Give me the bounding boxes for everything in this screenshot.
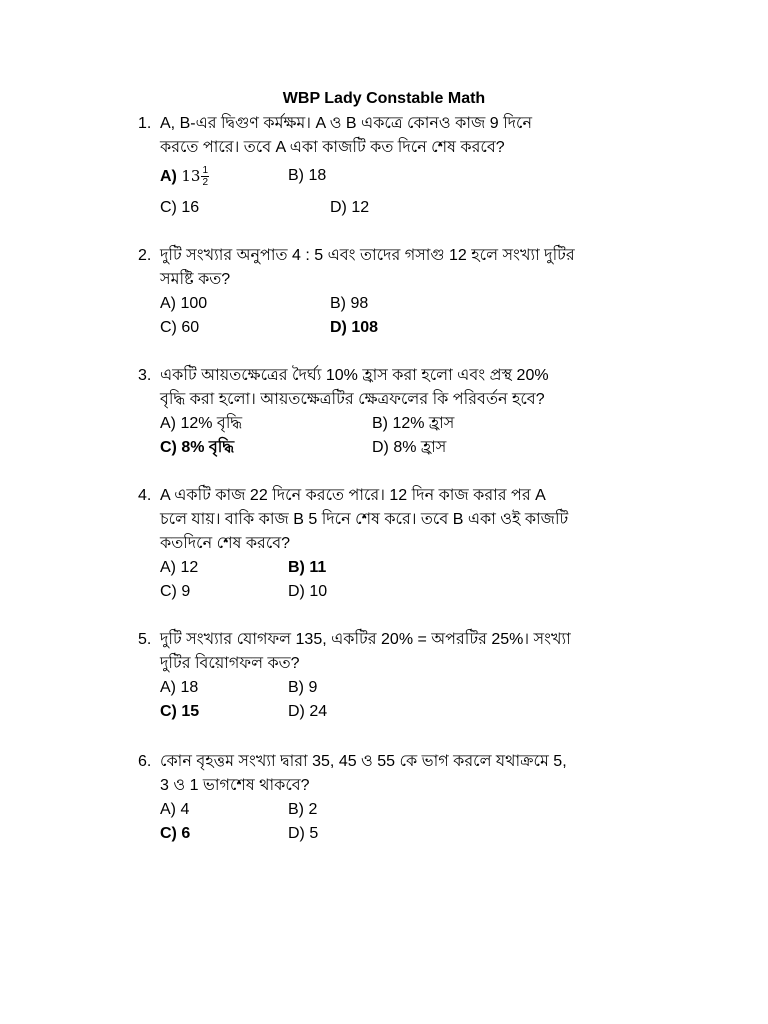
question-number: 2.: [138, 247, 152, 264]
options-row: [138, 676, 658, 700]
question-line: করতে পারে। তবে A একা কাজটি কত দিনে শেষ করবে?: [160, 139, 505, 156]
option-d: D) 5: [288, 825, 319, 842]
options-row: [138, 798, 658, 822]
options-row: [138, 316, 658, 340]
question-line: দুটির বিয়োগফল কত?: [160, 655, 300, 672]
question-2: [138, 244, 658, 340]
question-text: [138, 364, 658, 412]
options-row: [138, 164, 658, 188]
question-number: 6.: [138, 753, 152, 770]
option-c: C) 6: [160, 825, 191, 842]
question-number: 4.: [138, 487, 152, 504]
option-c: C) 15: [160, 703, 200, 720]
option-b: B) 11: [288, 559, 327, 576]
options-row: [138, 700, 658, 724]
option-b: B) 18: [288, 167, 327, 184]
question-6: [138, 750, 658, 846]
option-a: A) 18: [160, 679, 199, 696]
option-c: C) 60: [160, 319, 200, 336]
option-a: A) 12: [160, 559, 199, 576]
options-row: [138, 412, 658, 436]
fraction-denominator: 2: [202, 177, 208, 189]
question-line: কোন বৃহত্তম সংখ্যা দ্বারা 35, 45 ও 55 কে ভাগ করলে যথাক্রমে 5,: [160, 753, 567, 770]
option-d: D) 24: [288, 703, 328, 720]
question-line: দুটি সংখ্যার অনুপাত 4 : 5 এবং তাদের গসাগু 12 হলে সংখ্যা দুটির: [160, 247, 575, 264]
question-line: চলে যায়। বাকি কাজ B 5 দিনে শেষ করে। তবে B একা ওই কাজটি: [160, 511, 569, 528]
option-b: B) 12% হ্রাস: [372, 415, 455, 432]
option-prefix: A): [160, 168, 177, 185]
option-b: B) 2: [288, 801, 318, 818]
question-text: [138, 112, 658, 160]
question-line: সমষ্টি কত?: [160, 271, 231, 288]
fraction-numerator: 1: [202, 165, 208, 177]
question-number: 3.: [138, 367, 152, 384]
options-row: [138, 580, 658, 604]
question-text: [138, 628, 658, 676]
question-4: [138, 484, 658, 604]
question-text: [138, 750, 658, 798]
question-text: [138, 244, 658, 292]
question-line: 3 ও 1 ভাগশেষ থাকবে?: [160, 777, 310, 794]
question-number: 5.: [138, 631, 152, 648]
option-d: D) 10: [288, 583, 328, 600]
option-d: D) 12: [330, 199, 370, 216]
option-b: B) 98: [330, 295, 369, 312]
option-a: A) 12% বৃদ্ধি: [160, 415, 243, 432]
option-c: C) 8% বৃদ্ধি: [160, 439, 235, 456]
option-b: B) 9: [288, 679, 318, 696]
question-line: কতদিনে শেষ করবে?: [160, 535, 291, 552]
options-row: [138, 436, 658, 460]
page-title: WBP Lady Constable Math: [282, 90, 486, 107]
question-line: একটি আয়তক্ষেত্রের দৈর্ঘ্য 10% হ্রাস করা হলো এবং প্রস্থ 20%: [160, 367, 549, 384]
mixed-number-whole: 13: [181, 167, 201, 185]
option-a: [160, 164, 209, 189]
question-text: [138, 484, 658, 556]
options-row: [138, 822, 658, 846]
question-5: [138, 628, 658, 724]
question-line: বৃদ্ধি করা হলো। আয়তক্ষেত্রটির ক্ষেত্রফলের কি পরিবর্তন হবে?: [160, 391, 545, 408]
question-3: [138, 364, 658, 460]
option-c: C) 9: [160, 583, 191, 600]
options-row: [138, 556, 658, 580]
option-a: A) 4: [160, 801, 190, 818]
option-d: D) 8% হ্রাস: [372, 439, 447, 456]
question-line: A, B-এর দ্বিগুণ কর্মক্ষম। A ও B একত্রে কোনও কাজ 9 দিনে: [160, 115, 533, 132]
question-line: A একটি কাজ 22 দিনে করতে পারে। 12 দিন কাজ করার পর A: [160, 487, 546, 504]
fraction: [201, 165, 209, 188]
option-d: D) 108: [330, 319, 379, 336]
question-line: দুটি সংখ্যার যোগফল 135, একটির 20% = অপরটির 25%। সংখ্যা: [160, 631, 571, 648]
option-a: A) 100: [160, 295, 208, 312]
question-1: [138, 112, 658, 220]
option-c: C) 16: [160, 199, 200, 216]
question-number: 1.: [138, 115, 152, 132]
options-row: [138, 196, 658, 220]
options-row: [138, 292, 658, 316]
